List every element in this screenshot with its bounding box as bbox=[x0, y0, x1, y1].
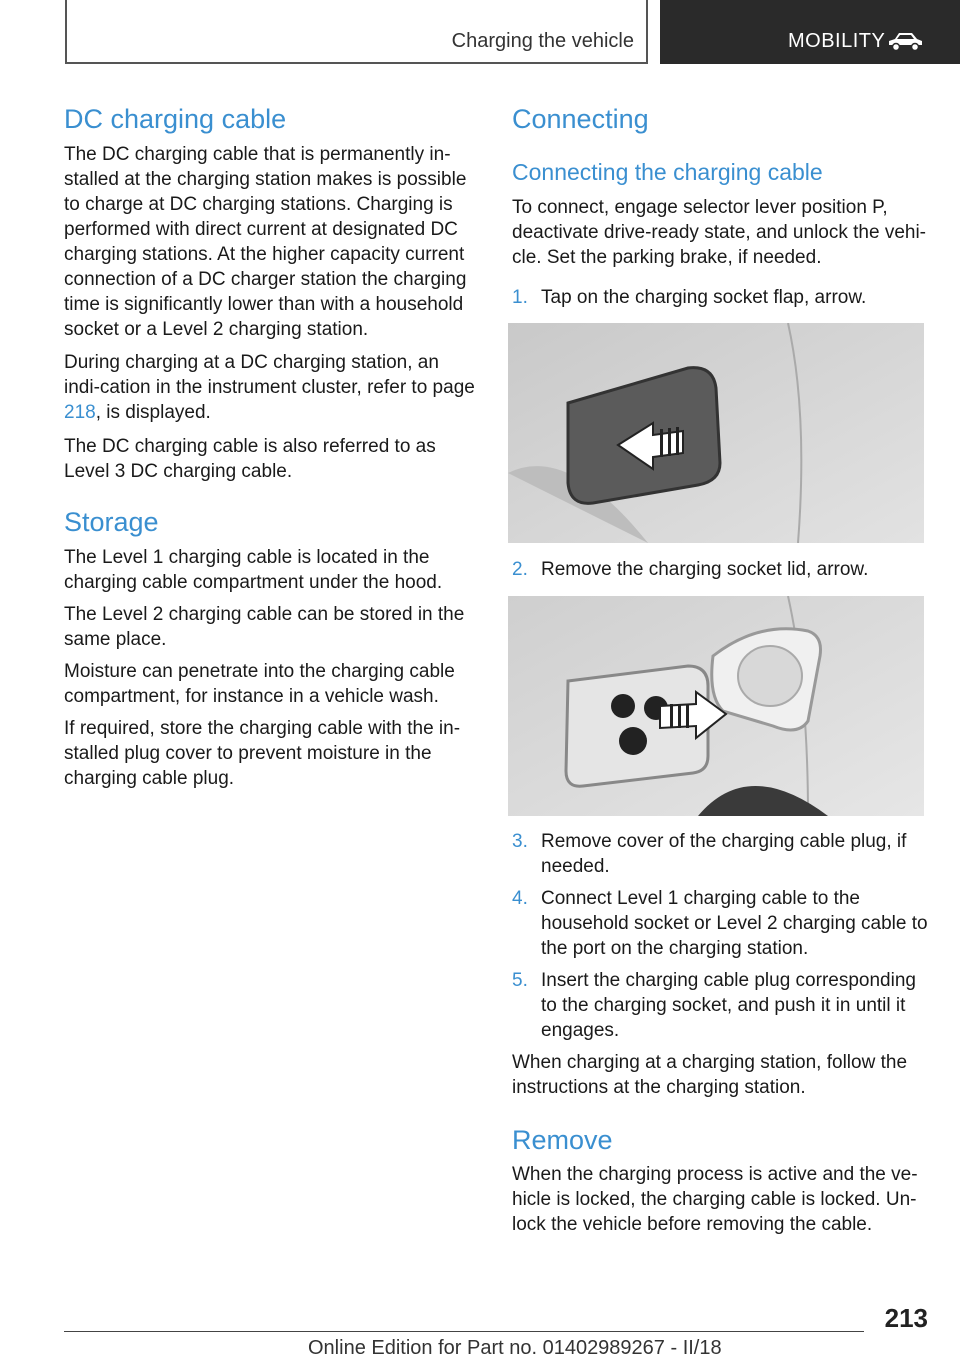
dc-paragraph-3: The DC charging cable is also referred to as Level 3 DC charging cable. bbox=[64, 436, 436, 482]
charging-socket-photo bbox=[508, 596, 924, 816]
header-section-box bbox=[65, 0, 648, 64]
step-text: Insert the charging cable plug corresponding to the charging socket, and push it in until it engages. bbox=[541, 970, 916, 1041]
page-218-link[interactable]: 218 bbox=[64, 402, 96, 423]
step-text: Remove cover of the charging cable plug, if needed. bbox=[541, 831, 907, 877]
storage-paragraph-3: Moisture can penetrate into the charging cable compartment, for instance in a vehicle wash. bbox=[64, 661, 455, 707]
remove-heading: Remove bbox=[512, 1125, 613, 1155]
dc-paragraph-1: The DC charging cable that is permanently in-stalled at the charging station makes is possible to charge at DC charging stations. Charging is performed with direct current at designated DC charging stations. At the higher capacity current connection of a DC charger station the charging time is significantly lower than with a household socket or a Level 2 charging station. bbox=[64, 144, 467, 340]
step-number: 4. bbox=[512, 888, 528, 909]
storage-paragraph-4: If required, store the charging cable with the in-stalled plug cover to prevent moisture in the charging cable plug. bbox=[64, 718, 461, 789]
car-icon bbox=[886, 31, 924, 53]
step-text: Tap on the charging socket flap, arrow. bbox=[541, 287, 867, 308]
footer-edition: Online Edition for Part no. 01402989267 - II/18 bbox=[308, 1337, 722, 1359]
header-category-title: MOBILITY bbox=[788, 30, 886, 52]
header-section-title: Charging the vehicle bbox=[451, 30, 634, 52]
step-text: Connect Level 1 charging cable to the household socket or Level 2 charging cable to the port on the charging station. bbox=[541, 888, 928, 959]
step-number: 5. bbox=[512, 970, 528, 991]
connecting-heading: Connecting bbox=[512, 104, 649, 134]
connecting-cable-subheading: Connecting the charging cable bbox=[512, 159, 823, 185]
page-number: 213 bbox=[884, 1303, 928, 1333]
step-number: 3. bbox=[512, 831, 528, 852]
step-number: 1. bbox=[512, 287, 528, 308]
storage-heading: Storage bbox=[64, 507, 159, 537]
footer-divider bbox=[64, 1331, 864, 1332]
charging-flap-photo bbox=[508, 323, 924, 543]
step-number: 2. bbox=[512, 559, 528, 580]
after-steps-paragraph: When charging at a charging station, follow the instructions at the charging station. bbox=[512, 1052, 908, 1098]
storage-paragraph-1: The Level 1 charging cable is located in the charging cable compartment under the hood. bbox=[64, 547, 443, 593]
remove-paragraph: When the charging process is active and the ve-hicle is locked, the charging cable is locked. Un-lock the vehicle before removing the cable. bbox=[512, 1164, 918, 1235]
step-text: Remove the charging socket lid, arrow. bbox=[541, 559, 869, 580]
dc-paragraph-2: During charging at a DC charging station, an indi-cation in the instrument cluster, refer to page 218, is displayed. bbox=[64, 352, 475, 423]
storage-paragraph-2: The Level 2 charging cable can be stored in the same place. bbox=[64, 604, 465, 650]
dc-charging-heading: DC charging cable bbox=[64, 104, 287, 134]
connecting-intro: To connect, engage selector lever position P, deactivate drive-ready state, and unlock the vehi-cle. Set the parking brake, if needed. bbox=[512, 197, 927, 268]
